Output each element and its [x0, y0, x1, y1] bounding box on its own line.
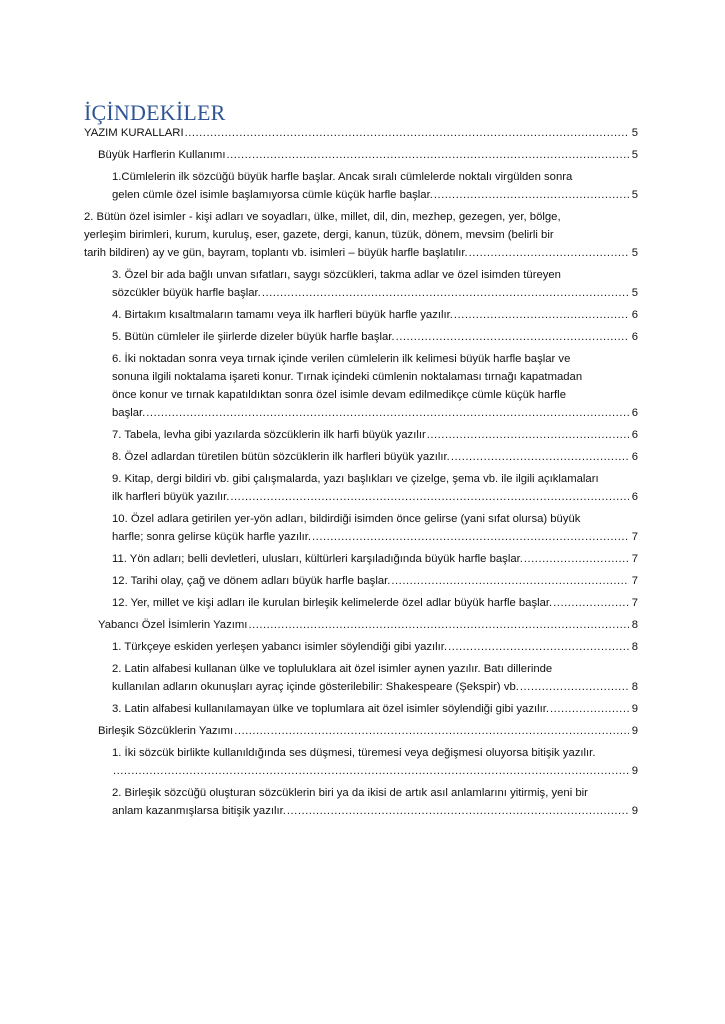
dot-leader — [226, 146, 628, 164]
toc-entry-leader-line — [112, 186, 638, 204]
toc-title: İÇİNDEKİLER — [84, 100, 226, 125]
toc-entry[interactable] — [84, 124, 638, 142]
toc-entry-title: gelen cümle özel isimle başlamıyorsa cümle küçük harfle başlar. — [112, 189, 433, 201]
toc-entry[interactable] — [84, 350, 638, 422]
toc-entry-text-line: 2. Birleşik sözcüğü oluşturan sözcüklerin biri ya da ikisi de artık asıl anlamlarını yitirmiş, yeni bir — [112, 787, 588, 799]
toc-entry-leader-line — [98, 146, 638, 164]
page-number: 6 — [631, 451, 638, 463]
page-number: 7 — [631, 575, 638, 587]
page-number: 5 — [631, 287, 638, 299]
toc-entry-leader-line — [112, 802, 638, 820]
dot-leader — [248, 616, 628, 634]
toc-entry-leader-line — [112, 426, 638, 444]
toc-entry-leader-line — [112, 594, 638, 612]
dot-leader — [550, 700, 629, 718]
toc-entry[interactable] — [84, 266, 638, 302]
page-number: 9 — [631, 725, 638, 737]
toc-entry-title: Yabancı Özel İsimlerin Yazımı — [98, 619, 248, 631]
toc-entry-title: 4. Birtakım kısaltmaların tamamı veya ilk harfleri büyük harfle yazılır. — [112, 309, 453, 321]
dot-leader — [451, 448, 629, 466]
page-number: 8 — [631, 681, 638, 693]
dot-leader — [524, 550, 629, 568]
dot-leader — [434, 186, 629, 204]
toc-entry[interactable] — [84, 208, 638, 262]
toc-entry[interactable] — [84, 448, 638, 466]
toc-entry-title: 8. Özel adlardan türetilen bütün sözcüklerin ilk harfleri büyük yazılır. — [112, 451, 450, 463]
toc-entry[interactable] — [84, 550, 638, 568]
toc-entry-title: 3. Latin alfabesi kullanılamayan ülke ve toplumlara ait özel isimler söylendiği gibi yazılır. — [112, 703, 550, 715]
toc-entry-title: Büyük Harflerin Kullanımı — [98, 149, 226, 161]
toc-entry[interactable] — [84, 572, 638, 590]
toc-entry-title: harfle; sonra gelirse küçük harfle yazılır. — [112, 531, 312, 543]
page-number: 7 — [631, 531, 638, 543]
toc-entry-title: 1. Türkçeye eskiden yerleşen yabancı isimler söylendiği gibi yazılır. — [112, 641, 448, 653]
toc-entry-text-line: 3. Özel bir ada bağlı unvan sıfatları, saygı sözcükleri, takma adlar ve özel isimden türeyen — [112, 269, 561, 281]
toc-entry-text-line: 2. Bütün özel isimler - kişi adları ve soyadları, ülke, millet, dil, din, mezhep, gezegen, yer, bölge, — [84, 211, 561, 223]
toc-entry-title: ilk harfleri büyük yazılır. — [112, 491, 230, 503]
dot-leader — [469, 244, 629, 262]
toc-entry[interactable] — [84, 426, 638, 444]
page-number: 5 — [631, 189, 638, 201]
toc-entry-title: 11. Yön adları; belli devletleri, ulusları, kültürleri karşıladığında büyük harfle başlar. — [112, 553, 523, 565]
toc-entry-leader-line — [112, 550, 638, 568]
dot-leader — [448, 638, 629, 656]
page-number: 7 — [631, 597, 638, 609]
toc-entry[interactable] — [84, 594, 638, 612]
toc-entry[interactable] — [84, 510, 638, 546]
toc-entry-leader-line — [112, 328, 638, 346]
page-number: 9 — [631, 765, 638, 777]
dot-leader — [454, 306, 629, 324]
toc-entry-leader-line — [98, 616, 638, 634]
page-number: 6 — [631, 309, 638, 321]
dot-leader — [185, 124, 629, 142]
toc-entry[interactable] — [84, 146, 638, 164]
toc-entry-text-line: 6. İki noktadan sonra veya tırnak içinde verilen cümlelerin ilk kelimesi büyük harfle başlar ve — [112, 353, 571, 365]
toc-entry-title: Birleşik Sözcüklerin Yazımı — [98, 725, 234, 737]
dot-leader — [287, 802, 629, 820]
page-number: 8 — [631, 641, 638, 653]
dot-leader — [391, 572, 628, 590]
page-number: 5 — [631, 127, 638, 139]
toc-entry-title: kullanılan adların okunuşları ayraç içinde gösterilebilir: Shakespeare (Şekspir) vb. — [112, 681, 519, 693]
toc-entry[interactable] — [84, 616, 638, 634]
toc-entry-text-line: sonuna ilgili noktalama işareti konur. Tırnak içindeki cümlenin noktalaması tırnağı kapatmadan — [112, 371, 583, 383]
toc-entry-title: 7. Tabela, levha gibi yazılarda sözcüklerin ilk harfi büyük yazılır — [112, 429, 426, 441]
dot-leader — [520, 678, 629, 696]
toc-entry-text-line: 1.Cümlelerin ilk sözcüğü büyük harfle başlar. Ancak sıralı cümlelerde noktalı virgülden sonra — [112, 171, 573, 183]
toc-entry[interactable] — [84, 784, 638, 820]
toc-entry-leader-line — [112, 678, 638, 696]
page-number: 5 — [631, 149, 638, 161]
dot-leader — [146, 404, 628, 422]
dot-leader — [427, 426, 629, 444]
toc-entry-leader-line — [98, 722, 638, 740]
page-number: 6 — [631, 429, 638, 441]
toc-entry-title: YAZIM KURALLARI — [84, 127, 184, 139]
dot-leader — [113, 762, 629, 780]
toc-entry[interactable] — [84, 700, 638, 718]
toc-entry[interactable] — [84, 306, 638, 324]
toc-entry-text-line: 1. İki sözcük birlikte kullanıldığında ses düşmesi, türemesi veya değişmesi oluyorsa bitişik yazılır. — [112, 747, 596, 759]
toc-entry-leader-line — [112, 404, 638, 422]
toc-entry-title: sözcükler büyük harfle başlar. — [112, 287, 261, 299]
toc-entry-text-line: 9. Kitap, dergi bildiri vb. gibi çalışmalarda, yazı başlıkları ve çizelge, şema vb. ile ilgili açıklamaları — [112, 473, 599, 485]
toc-entry-leader-line — [112, 306, 638, 324]
page-number: 7 — [631, 553, 638, 565]
toc-entry-text-line: 2. Latin alfabesi kullanan ülke ve topluluklara ait özel isimler aynen yazılır. Batı dillerinde — [112, 663, 553, 675]
page-number: 9 — [631, 703, 638, 715]
toc-entry-leader-line — [112, 488, 638, 506]
toc-entry[interactable] — [84, 744, 638, 780]
dot-leader — [553, 594, 629, 612]
toc-entry-leader-line — [112, 572, 638, 590]
toc-entry[interactable] — [84, 722, 638, 740]
toc-entry-title: 12. Yer, millet ve kişi adları ile kurulan birleşik kelimelerde özel adlar büyük harfle başlar. — [112, 597, 553, 609]
toc-entry-leader-line — [112, 762, 638, 780]
toc-entry-title: başlar. — [112, 407, 146, 419]
toc-entry-leader-line — [112, 700, 638, 718]
dot-leader — [234, 722, 629, 740]
toc-entry-text-line: 10. Özel adlara getirilen yer-yön adları, bildirdiği isimden önce gelirse (yani sıfat olursa) büyük — [112, 513, 581, 525]
page-number: 5 — [631, 247, 638, 259]
page-number: 6 — [631, 407, 638, 419]
toc-entry-leader-line — [112, 528, 638, 546]
toc-entry-title: 12. Tarihi olay, çağ ve dönem adları büyük harfle başlar. — [112, 575, 391, 587]
toc-entry[interactable] — [84, 470, 638, 506]
toc-entry-leader-line — [84, 244, 638, 262]
toc-entry[interactable] — [84, 168, 638, 204]
dot-leader — [262, 284, 629, 302]
toc-entry-leader-line — [84, 124, 638, 142]
toc-entry-leader-line — [112, 284, 638, 302]
toc-entry[interactable] — [84, 328, 638, 346]
toc-entry-leader-line — [112, 448, 638, 466]
page-number: 9 — [631, 805, 638, 817]
table-of-contents — [84, 124, 638, 824]
dot-leader — [230, 488, 628, 506]
dot-leader — [396, 328, 629, 346]
toc-entry-text-line: önce konur ve tırnak kapatıldıktan sonra özel isimle devam edilmedikçe cümle küçük harfle — [112, 389, 566, 401]
toc-entry-title: tarih bildiren) ay ve gün, bayram, toplantı vb. isimleri – büyük harfle başlatılır. — [84, 247, 468, 259]
toc-entry[interactable] — [84, 660, 638, 696]
page-number: 6 — [631, 491, 638, 503]
toc-entry-leader-line — [112, 638, 638, 656]
page-number: 6 — [631, 331, 638, 343]
page-number: 8 — [631, 619, 638, 631]
toc-entry[interactable] — [84, 638, 638, 656]
toc-entry-title: 5. Bütün cümleler ile şiirlerde dizeler büyük harfle başlar. — [112, 331, 395, 343]
dot-leader — [312, 528, 629, 546]
toc-entry-title: anlam kazanmışlarsa bitişik yazılır. — [112, 805, 286, 817]
toc-entry-text-line: yerleşim birimleri, kurum, kuruluş, eser, gazete, dergi, kanun, tüzük, dönem, mevsim (belirli bir — [84, 229, 554, 241]
